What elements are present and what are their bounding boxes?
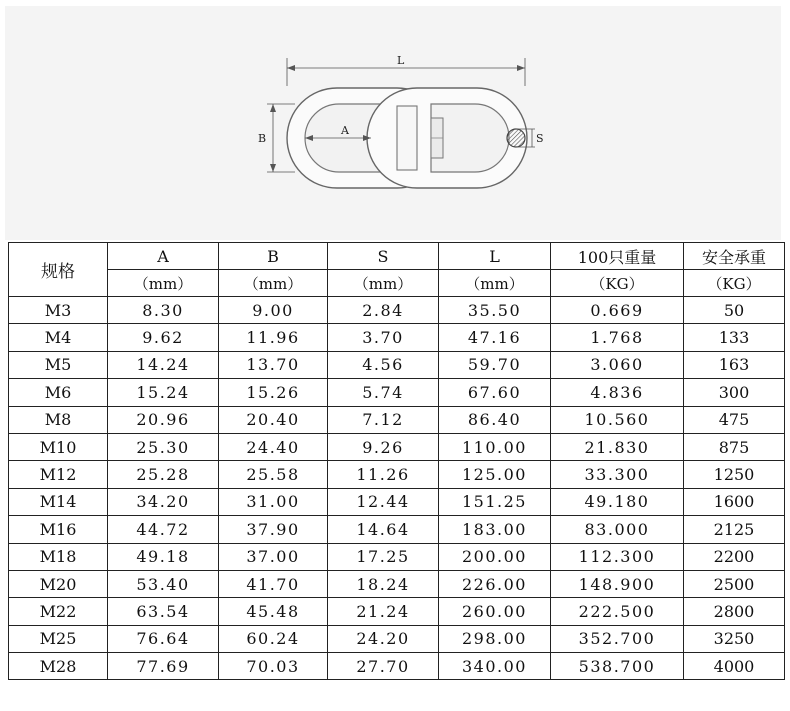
cell-s: 14.64 bbox=[328, 516, 439, 543]
table-row bbox=[9, 461, 785, 488]
table-row bbox=[9, 433, 785, 460]
cell-b: 25.58 bbox=[219, 461, 328, 488]
cell-l: 200.00 bbox=[439, 543, 551, 570]
cell-b: 13.70 bbox=[219, 351, 328, 378]
cell-weight: 4.836 bbox=[551, 379, 684, 406]
cell-load: 475 bbox=[684, 406, 785, 433]
cell-b: 37.90 bbox=[219, 516, 328, 543]
header-row-units bbox=[9, 270, 785, 297]
cell-s: 9.26 bbox=[328, 433, 439, 460]
cell-a: 77.69 bbox=[108, 653, 219, 680]
cell-b: 11.96 bbox=[219, 324, 328, 351]
cell-load: 2125 bbox=[684, 516, 785, 543]
cell-load: 50 bbox=[684, 297, 785, 324]
cell-spec: M10 bbox=[9, 433, 108, 460]
cell-weight: 49.180 bbox=[551, 488, 684, 515]
cell-s: 24.20 bbox=[328, 625, 439, 652]
cell-a: 25.28 bbox=[108, 461, 219, 488]
cell-a: 25.30 bbox=[108, 433, 219, 460]
swivel-ring-diagram bbox=[5, 6, 781, 240]
cell-a: 76.64 bbox=[108, 625, 219, 652]
cell-b: 9.00 bbox=[219, 297, 328, 324]
cell-b: 60.24 bbox=[219, 625, 328, 652]
cell-l: 183.00 bbox=[439, 516, 551, 543]
table-row bbox=[9, 488, 785, 515]
cell-a: 44.72 bbox=[108, 516, 219, 543]
cell-weight: 83.000 bbox=[551, 516, 684, 543]
cell-l: 35.50 bbox=[439, 297, 551, 324]
cell-weight: 21.830 bbox=[551, 433, 684, 460]
cell-a: 14.24 bbox=[108, 351, 219, 378]
cell-b: 15.26 bbox=[219, 379, 328, 406]
cell-load: 133 bbox=[684, 324, 785, 351]
cell-l: 260.00 bbox=[439, 598, 551, 625]
cell-spec: M18 bbox=[9, 543, 108, 570]
cell-s: 4.56 bbox=[328, 351, 439, 378]
unit-b: （mm） bbox=[219, 270, 328, 297]
table-row bbox=[9, 598, 785, 625]
cell-weight: 222.500 bbox=[551, 598, 684, 625]
table-row bbox=[9, 406, 785, 433]
cell-l: 47.16 bbox=[439, 324, 551, 351]
cell-spec: M25 bbox=[9, 625, 108, 652]
unit-weight: （KG） bbox=[551, 270, 684, 297]
cell-load: 2200 bbox=[684, 543, 785, 570]
cell-load: 163 bbox=[684, 351, 785, 378]
spec-table bbox=[8, 242, 785, 680]
cell-spec: M16 bbox=[9, 516, 108, 543]
center-joint bbox=[397, 106, 417, 170]
cell-a: 34.20 bbox=[108, 488, 219, 515]
cell-load: 875 bbox=[684, 433, 785, 460]
cell-s: 17.25 bbox=[328, 543, 439, 570]
col-header-b: B bbox=[219, 243, 328, 270]
table-row bbox=[9, 625, 785, 652]
table-row bbox=[9, 516, 785, 543]
cell-l: 340.00 bbox=[439, 653, 551, 680]
unit-load: （KG） bbox=[684, 270, 785, 297]
spec-header: 规格 bbox=[9, 243, 108, 297]
unit-l: （mm） bbox=[439, 270, 551, 297]
table-row bbox=[9, 351, 785, 378]
cell-spec: M8 bbox=[9, 406, 108, 433]
cell-a: 8.30 bbox=[108, 297, 219, 324]
cell-load: 2800 bbox=[684, 598, 785, 625]
cell-a: 20.96 bbox=[108, 406, 219, 433]
cell-b: 31.00 bbox=[219, 488, 328, 515]
cell-b: 41.70 bbox=[219, 570, 328, 597]
cell-a: 63.54 bbox=[108, 598, 219, 625]
col-header-l: L bbox=[439, 243, 551, 270]
cell-b: 37.00 bbox=[219, 543, 328, 570]
cell-l: 151.25 bbox=[439, 488, 551, 515]
dim-label-a: A bbox=[341, 124, 349, 137]
cell-s: 2.84 bbox=[328, 297, 439, 324]
cell-a: 53.40 bbox=[108, 570, 219, 597]
cell-s: 11.26 bbox=[328, 461, 439, 488]
cell-s: 21.24 bbox=[328, 598, 439, 625]
cell-weight: 3.060 bbox=[551, 351, 684, 378]
cell-weight: 33.300 bbox=[551, 461, 684, 488]
cell-l: 86.40 bbox=[439, 406, 551, 433]
cell-s: 27.70 bbox=[328, 653, 439, 680]
cell-spec: M6 bbox=[9, 379, 108, 406]
cell-l: 226.00 bbox=[439, 570, 551, 597]
cell-a: 49.18 bbox=[108, 543, 219, 570]
dim-label-s: S bbox=[536, 132, 544, 145]
col-header-a: A bbox=[108, 243, 219, 270]
cell-spec: M22 bbox=[9, 598, 108, 625]
swivel-diagram-panel bbox=[5, 6, 781, 240]
cell-s: 12.44 bbox=[328, 488, 439, 515]
cell-l: 110.00 bbox=[439, 433, 551, 460]
cell-weight: 538.700 bbox=[551, 653, 684, 680]
wire-section bbox=[507, 129, 525, 147]
dim-label-b: B bbox=[258, 132, 267, 145]
cell-s: 18.24 bbox=[328, 570, 439, 597]
cell-a: 15.24 bbox=[108, 379, 219, 406]
cell-spec: M14 bbox=[9, 488, 108, 515]
cell-l: 125.00 bbox=[439, 461, 551, 488]
cell-b: 24.40 bbox=[219, 433, 328, 460]
cell-spec: M4 bbox=[9, 324, 108, 351]
cell-weight: 1.768 bbox=[551, 324, 684, 351]
cell-load: 1600 bbox=[684, 488, 785, 515]
cell-spec: M12 bbox=[9, 461, 108, 488]
table-row bbox=[9, 324, 785, 351]
cell-weight: 148.900 bbox=[551, 570, 684, 597]
cell-spec: M3 bbox=[9, 297, 108, 324]
cell-s: 5.74 bbox=[328, 379, 439, 406]
header-row-names bbox=[9, 243, 785, 270]
cell-weight: 352.700 bbox=[551, 625, 684, 652]
unit-s: （mm） bbox=[328, 270, 439, 297]
cell-b: 70.03 bbox=[219, 653, 328, 680]
cell-l: 298.00 bbox=[439, 625, 551, 652]
cell-load: 1250 bbox=[684, 461, 785, 488]
table-row bbox=[9, 379, 785, 406]
cell-weight: 0.669 bbox=[551, 297, 684, 324]
cell-spec: M28 bbox=[9, 653, 108, 680]
unit-a: （mm） bbox=[108, 270, 219, 297]
cell-a: 9.62 bbox=[108, 324, 219, 351]
cell-spec: M20 bbox=[9, 570, 108, 597]
table-row bbox=[9, 570, 785, 597]
table-row bbox=[9, 297, 785, 324]
cell-weight: 10.560 bbox=[551, 406, 684, 433]
col-header-weight: 100只重量 bbox=[551, 243, 684, 270]
cell-s: 7.12 bbox=[328, 406, 439, 433]
cell-spec: M5 bbox=[9, 351, 108, 378]
cell-b: 20.40 bbox=[219, 406, 328, 433]
cell-b: 45.48 bbox=[219, 598, 328, 625]
cell-l: 67.60 bbox=[439, 379, 551, 406]
table-row bbox=[9, 543, 785, 570]
cell-weight: 112.300 bbox=[551, 543, 684, 570]
cell-load: 3250 bbox=[684, 625, 785, 652]
col-header-load: 安全承重 bbox=[684, 243, 785, 270]
dim-label-l: L bbox=[397, 54, 405, 67]
table-row bbox=[9, 653, 785, 680]
cell-load: 2500 bbox=[684, 570, 785, 597]
col-header-s: S bbox=[328, 243, 439, 270]
cell-load: 300 bbox=[684, 379, 785, 406]
cell-load: 4000 bbox=[684, 653, 785, 680]
cell-l: 59.70 bbox=[439, 351, 551, 378]
cell-s: 3.70 bbox=[328, 324, 439, 351]
